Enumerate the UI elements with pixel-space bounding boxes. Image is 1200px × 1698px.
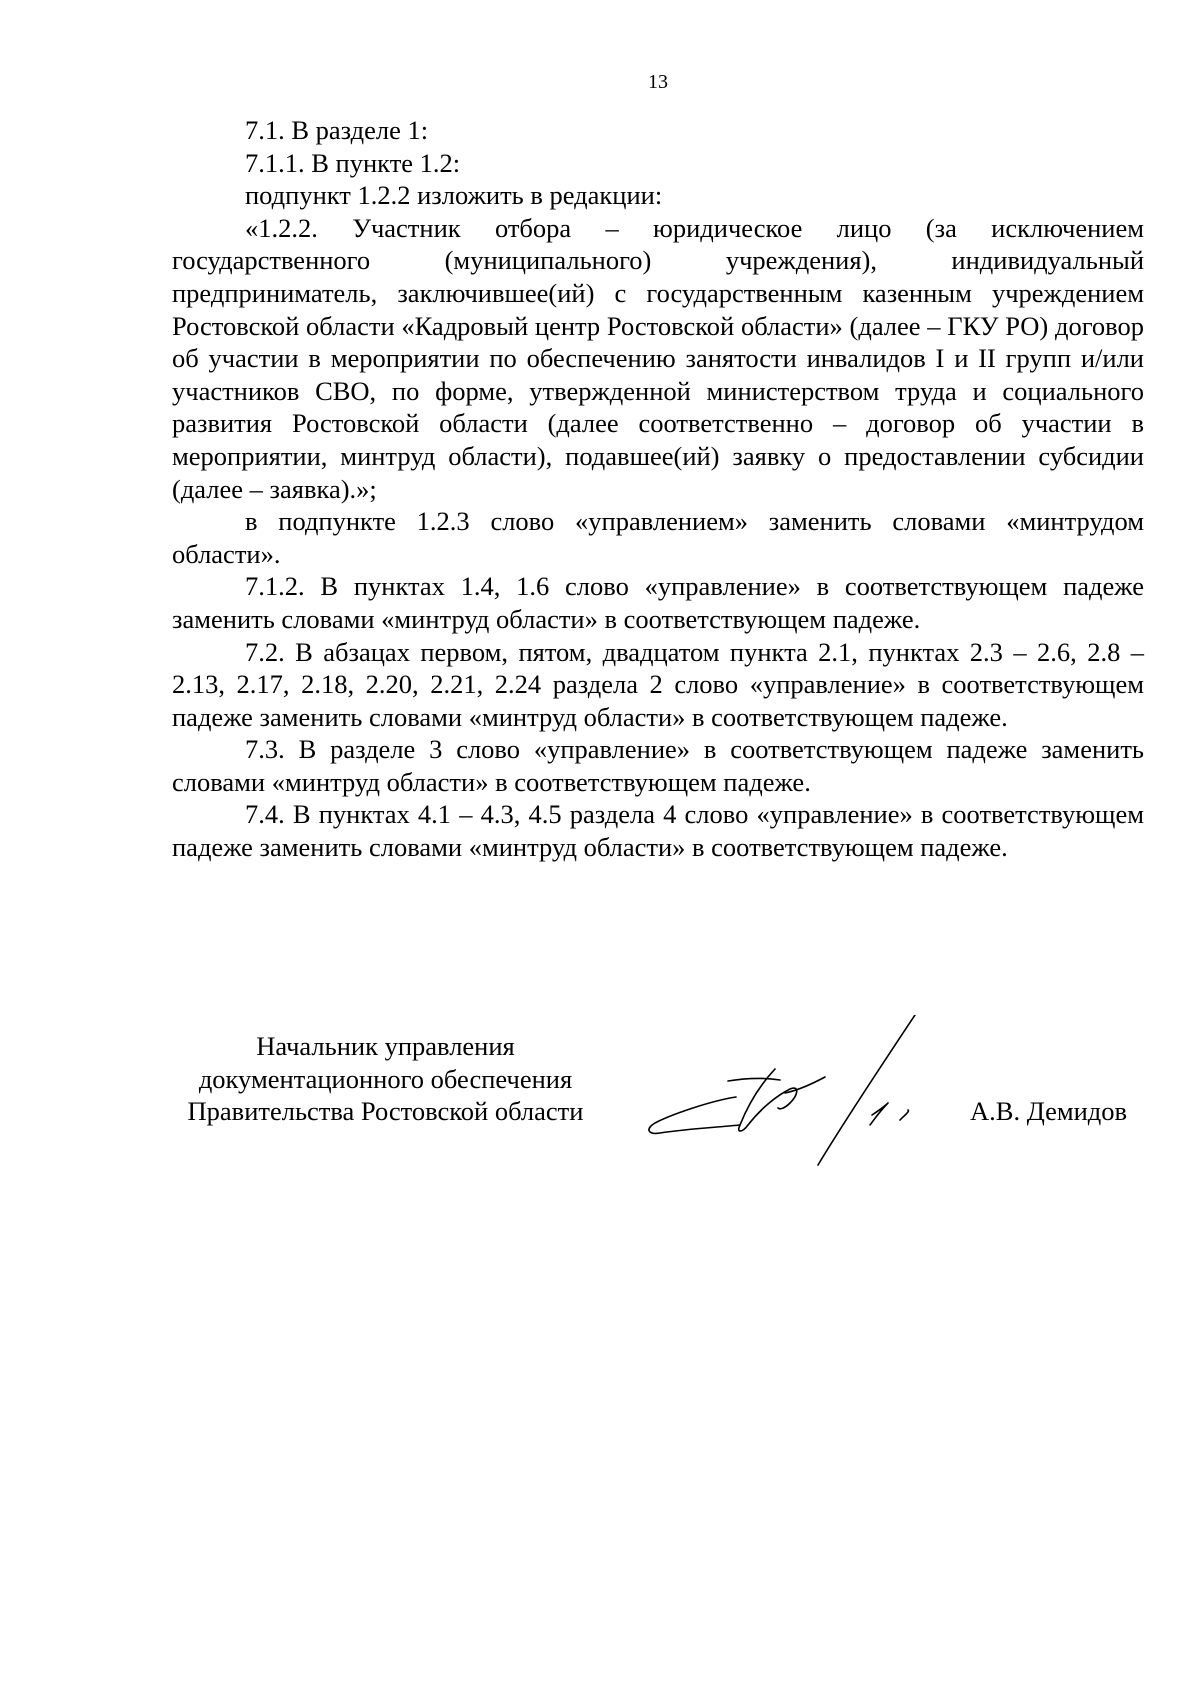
page-number: 13 [648, 71, 668, 93]
paragraph-subpoint-intro: подпункт 1.2.2 изложить в редакции: [245, 180, 663, 211]
paragraph-7-1: 7.1. В разделе 1: [245, 115, 429, 145]
paragraph-7-1-2: 7.1.2. В пунктах 1.4, 1.6 слово «управление» в соответствующем падеже заменить словами «минтруд области» в соответствующем падеже. [172, 571, 1144, 634]
signer-position-line: Правительства Ростовской области [187, 1096, 584, 1127]
signer-name: А.В. Демидов [970, 1096, 1128, 1126]
signature-block [0, 1030, 1200, 1170]
signer-position-line: Начальник управления [256, 1031, 515, 1061]
document-body [172, 114, 1144, 864]
paragraph-7-2: 7.2. В абзацах первом, пятом, двадцатом пункта 2.1, пунктах 2.3 – 2.6, 2.8 – 2.13, 2.17, 2.18, 2.20, 2.21, 2.24 раздела 2 слово «управление» в соответствующем падеже заменить словами «минтруд области» в соответствующем падеже. [172, 636, 1144, 732]
handwritten-signature [640, 1015, 940, 1175]
paragraph-7-3: 7.3. В разделе 3 слово «управление» в соответствующем падеже заменить словами «минтруд области» в соответствующем падеже. [172, 734, 1144, 797]
signer-position-line: документационного обеспечения [198, 1063, 573, 1094]
paragraph-1-2-2-quote: «1.2.2. Участник отбора – юридическое лицо (за исключением государственного (муниципального) учреждения), индивидуальный предприниматель, заключившее(ий) с государственным казенным учреждением Ростовской области «Кадровый центр Ростовской области» (далее – ГКУ РО) договор об участии в мероприятии по обеспечению занятости инвалидов I и II групп и/или участников СВО, по форме, утвержденной министерством труда и социального развития Ростовской области (далее соответственно – договор об участии в мероприятии, минтруд области), подавшее(ий) заявку о предоставлении субсидии (далее – заявка).»; [172, 212, 1144, 504]
signer-position [172, 1030, 599, 1128]
paragraph-7-4: 7.4. В пунктах 4.1 – 4.3, 4.5 раздела 4 слово «управление» в соответствующем падеже заменить словами «минтруд области» в соответствующем падеже. [172, 799, 1144, 863]
paragraph-7-1-1: 7.1.1. В пункте 1.2: [245, 147, 461, 178]
paragraph-1-2-3: в подпункте 1.2.3 слово «управлением» заменить словами «минтрудом области». [172, 506, 1144, 569]
